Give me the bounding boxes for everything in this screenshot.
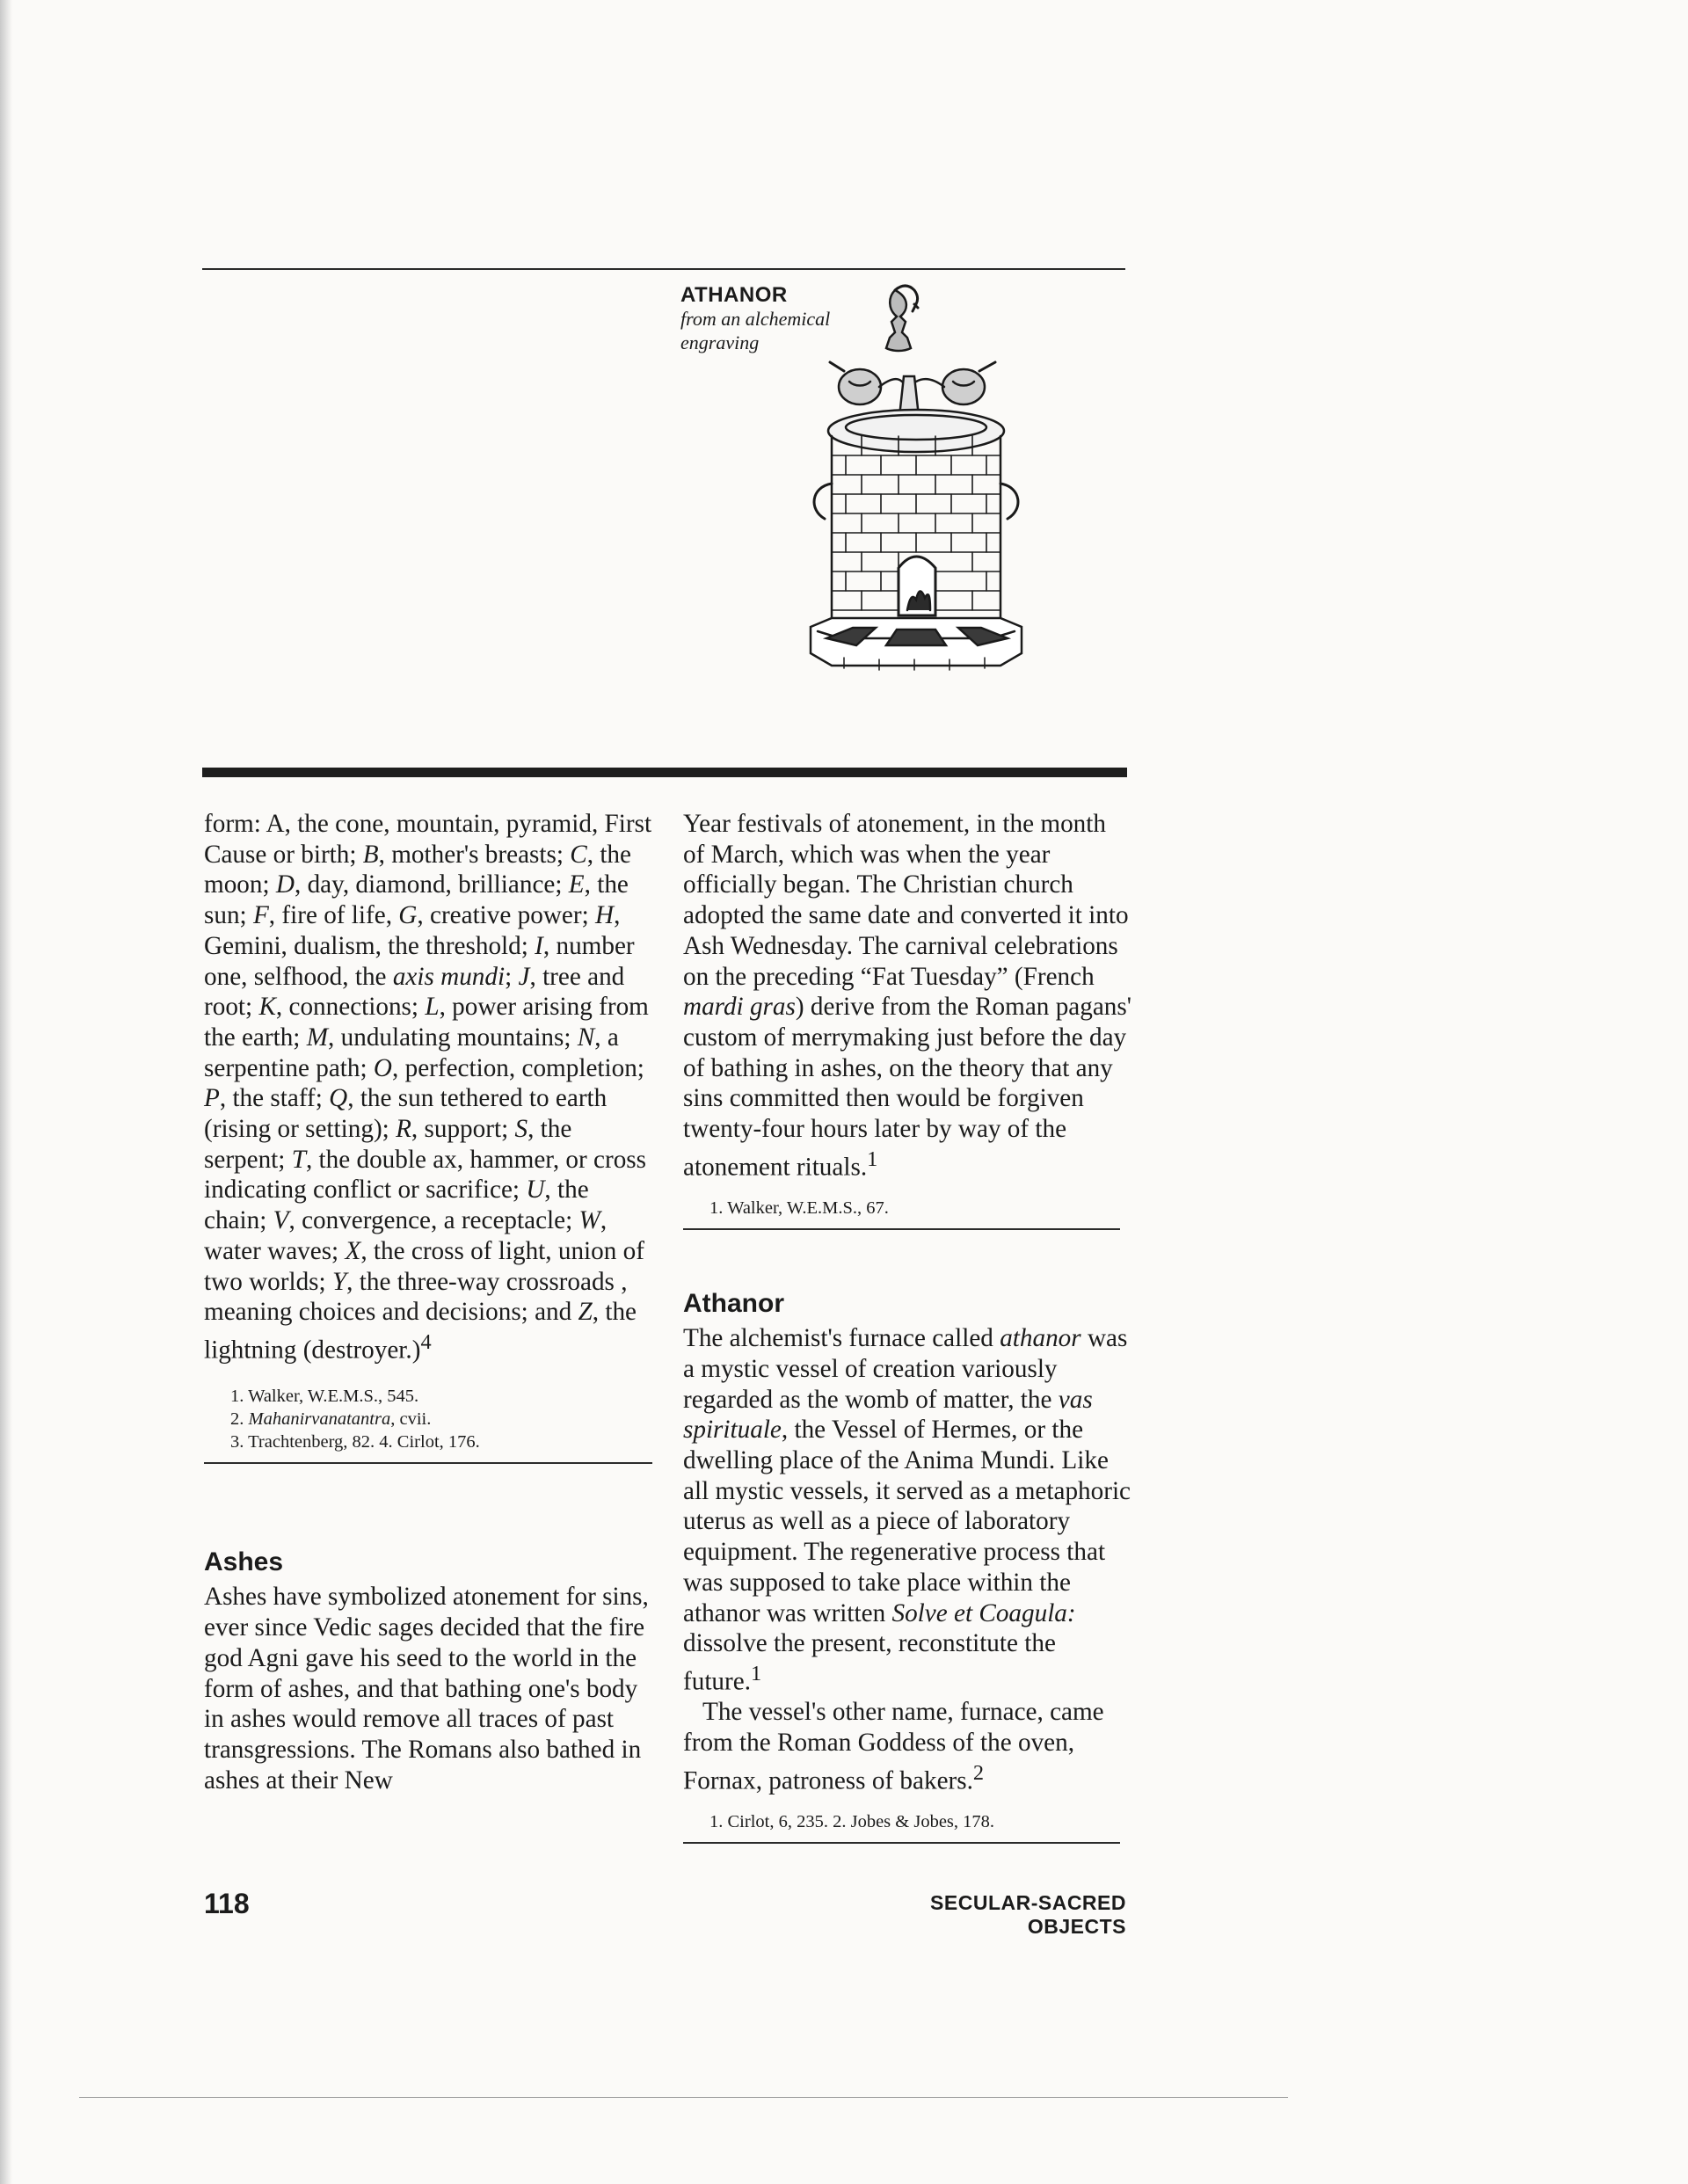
figure-subtitle-line1: from an alchemical xyxy=(680,308,831,330)
section-rule xyxy=(204,1462,652,1464)
athanor-text-2 xyxy=(683,1697,1133,1796)
scan-bottom-edge xyxy=(79,2097,1288,2098)
left-column xyxy=(204,809,654,1795)
alphabet-footnotes xyxy=(230,1385,654,1453)
athanor-footnotes xyxy=(709,1810,1133,1833)
footnote-number: 2. xyxy=(230,1409,249,1430)
ashes-heading: Ashes xyxy=(204,1547,284,1577)
footnote-marker: 2 xyxy=(972,1760,985,1785)
footnote: 3. Trachtenberg, 82. 4. Cirlot, 176. xyxy=(230,1432,480,1452)
section-rule xyxy=(683,1228,1120,1230)
top-rule xyxy=(202,268,1125,270)
athanor-heading: Athanor xyxy=(683,1289,784,1319)
section-rule xyxy=(683,1842,1120,1844)
athanor-text: The alchemist's furnace called athanor was a mystic vessel of creation variously regarded as the womb of matter, the vas spirituale, the Vessel of Hermes, or the dwelling place of the Anima Mundi. Like all mystic vessels, it served as a metaphoric uterus as well as a piece of laboratory equipment. The regenerative process that was supposed to take place within the athanor was written Solve et Coagula: dissolve the present, reconstitute the future.$^1$ xyxy=(683,1324,1131,1696)
figure-title: ATHANOR xyxy=(680,283,788,307)
ashes-text: Ashes have symbolized atonement for sins, ever since Vedic sages decided that the fire god Agni gave his seed to the world in the form of ashes, and that bathing one's body in ashes would remove all traces of past transgressions. The Romans also bathed in ashes at their New xyxy=(204,1583,649,1795)
footnote: 1. Cirlot, 6, 235. 2. Jobes & Jobes, 178. xyxy=(709,1812,995,1832)
footnote xyxy=(230,1408,654,1431)
footnote-rest: , cvii. xyxy=(390,1409,432,1430)
page-number: 118 xyxy=(204,1888,250,1919)
scan-shadow-edge xyxy=(0,0,12,2184)
footnote: 1. Walker, W.E.M.S., 545. xyxy=(230,1387,419,1407)
athanor-furnace-illustration xyxy=(791,280,1042,693)
alphabet-symbol-text: form: A, the cone, mountain, pyramid, First Cause or birth; B, mother's breasts; C, the moon; D, day, diamond, brilliance; E, the sun; F, fire of life, G, creative power; H, Gemini, dualism, the threshold; I, number one, selfhood, the axis mundi; J, tree and root; K, connections; L, power arising from the earth; M, undulating mountains; N, a serpentine path; O, perfection, completion; P, the staff; Q, the sun tethered to earth (rising or setting); R, support; S, the serpent; T, the double ax, hammer, or cross indicating conflict or sacrifice; U, the chain; V, convergence, a receptacle; W, water waves; X, the cross of light, union of two worlds; Y, the three-way crossroads , meaning choices and decisions; and Z, the lightning (destroyer.)$^4$ xyxy=(204,810,652,1365)
figure-subtitle-line2: engraving xyxy=(680,331,760,353)
thick-rule xyxy=(202,768,1127,777)
right-column xyxy=(683,809,1133,1844)
footnote: 1. Walker, W.E.M.S., 67. xyxy=(709,1198,889,1219)
ashes-text-continued: Year festivals of atonement, in the month of March, which was when the year officially began. The Christian church adopted the same date and converted it into Ash Wednesday. The carnival celebrations on the preceding “Fat Tuesday” (French mardi gras) derive from the Roman pagans' custom of merrymaking just before the day of bathing in ashes, on the theory that any sins committed then would be forgiven twenty-four hours later by way of the atonement rituals.$^1$ xyxy=(683,810,1132,1182)
footnote-title: Mahanirvanatantra xyxy=(248,1409,391,1430)
ashes-footnotes xyxy=(709,1197,1133,1219)
athanor-text-2-body: The vessel's other name, furnace, came from the Roman Goddess of the oven, Fornax, patroness of bakers. xyxy=(683,1698,1104,1795)
running-head: SECULAR-SACRED OBJECTS xyxy=(930,1891,1126,1938)
